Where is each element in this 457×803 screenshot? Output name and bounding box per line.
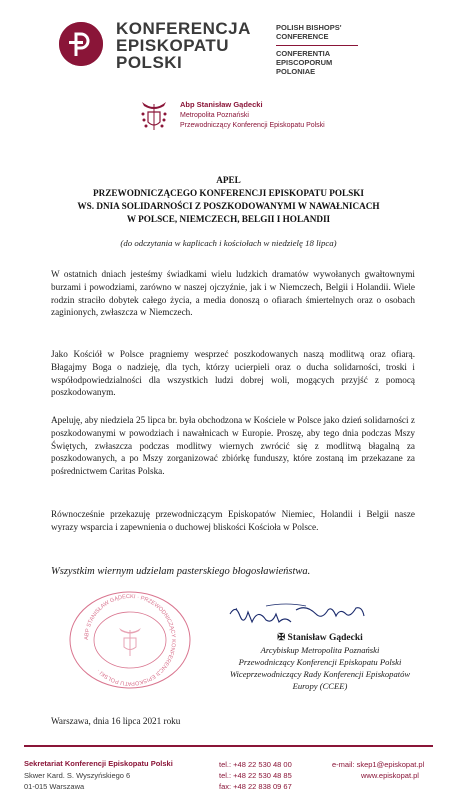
coat-of-arms-icon xyxy=(139,100,169,136)
logo-line-3: POLSKI xyxy=(116,53,183,72)
handwritten-signature xyxy=(226,600,376,630)
appeal-title-4: W POLSCE, NIEMCZECH, BELGII I HOLANDII xyxy=(126,214,331,224)
side-line-en-2: CONFERENCE xyxy=(276,32,329,41)
closing-blessing: Wszystkim wiernym udzielam pasterskiego błogosławieństwa. xyxy=(51,566,311,577)
footer-address-2: 01-015 Warszawa xyxy=(24,782,85,791)
svg-text:ABP STANISŁAW GĄDECKI · PRZEWO: ABP STANISŁAW GĄDECKI · PRZEWODNICZĄCY KONFERENCJI EPISKOPATU POLSKI · xyxy=(83,593,177,687)
body-paragraph-2: Jako Kościół w Polsce pragniemy wesprzeć poszkodowanych naszą modlitwą oraz ofiarą. Błagajmy Boga o nadzieję, dla tych, którzy ucierpieli oraz o ducha solidarności, troski i współodpowiedzialności dla wszystkich ludzi dobrej woli, mogących przyjść z pomocą poszkodowanym. xyxy=(51,349,415,398)
side-divider xyxy=(276,45,358,46)
signatory-role-2: Przewodniczący Konferencji Episkopatu Polski xyxy=(238,657,402,667)
signatory-role-1: Arcybiskup Metropolita Poznański xyxy=(260,645,380,655)
footer-divider xyxy=(24,745,433,747)
archbishop-name: Abp Stanisław Gądecki xyxy=(180,100,263,109)
side-line-en-1: POLISH BISHOPS' xyxy=(276,23,342,32)
body-paragraph-1: W ostatnich dniach jesteśmy świadkami wielu ludzkich dramatów wywołanych gwałtownymi burzami i powodziami, zarówno w naszej ojczyźnie, jak i w Niemczech, Belgii i Holandii. Wiele rodzin straciło dobytek całego życia, a media donoszą o ofiarach śmiertelnych oraz o osobach zaginionych, zwłaszcza w Niemczech. xyxy=(51,269,415,318)
logo-line-2: EPISKOPATU xyxy=(116,36,229,55)
document-date: Warszawa, dnia 16 lipca 2021 roku xyxy=(51,716,181,726)
appeal-title-3: WS. DNIA SOLIDARNOŚCI Z POSZKODOWANYMI W NAWAŁNICACH xyxy=(77,201,380,211)
archbishop-title-1: Metropolita Poznański xyxy=(180,112,249,119)
body-paragraph-3: Apeluję, aby niedziela 25 lipca br. była obchodzona w Kościele w Polsce jako dzień solidarności z poszkodowanymi w powodziach i nawałnicach w Europie. Proszę, aby tego dnia podczas Mszy Świętych, zwłaszcza podczas modlitwy wiernych zwrócić się z modlitwą błagalną za poszkodowanych, a po Mszy zorganizować zbiórkę funduszy, które zostaną im przekazane za pośrednictwem Caritas Polska. xyxy=(51,415,415,477)
signatory-role-3: Wiceprzewodniczący Rady Konferencji Episkopatów xyxy=(229,669,411,679)
footer-phone-2: tel.: +48 22 530 48 85 xyxy=(219,771,292,780)
archbishop-title-2: Przewodniczący Konferencji Episkopatu Polski xyxy=(180,122,325,129)
body-paragraph-4: Równocześnie przekazuję przewodniczącym Episkopatów Niemiec, Holandii i Belgii nasze wyrazy wsparcia i zapewnienia o duchowej bliskości Kościoła w Polsce. xyxy=(51,509,415,532)
appeal-subtitle: (do odczytania w kaplicach i kościołach w niedzielę 18 lipca) xyxy=(120,238,337,248)
logo-line-1: KONFERENCJA xyxy=(116,19,251,38)
footer-org-name: Sekretariat Konferencji Episkopatu Polski xyxy=(24,759,173,768)
appeal-title-2: PRZEWODNICZĄCEGO KONFERENCJI EPISKOPATU POLSKI xyxy=(93,188,364,198)
footer-address-1: Skwer Kard. S. Wyszyńskiego 6 xyxy=(24,771,131,780)
appeal-title-1: APEL xyxy=(216,175,241,185)
footer-email-link[interactable]: e-mail: skep1@episkopat.pl xyxy=(332,760,425,769)
side-line-la-2: EPISCOPORUM xyxy=(276,58,333,67)
signatory-role-4: Europy (CCEE) xyxy=(292,681,348,691)
footer-website-link[interactable]: www.episkopat.pl xyxy=(361,771,419,780)
footer-fax: fax: +48 22 838 09 67 xyxy=(219,782,292,791)
official-seal-stamp xyxy=(67,590,193,690)
signatory-name: ✠ Stanisław Gądecki xyxy=(277,633,363,643)
conference-logo-icon xyxy=(59,22,103,66)
side-line-la-1: CONFERENTIA xyxy=(276,49,331,58)
side-line-la-3: POLONIAE xyxy=(276,67,316,76)
footer-phone-1: tel.: +48 22 530 48 00 xyxy=(219,760,292,769)
